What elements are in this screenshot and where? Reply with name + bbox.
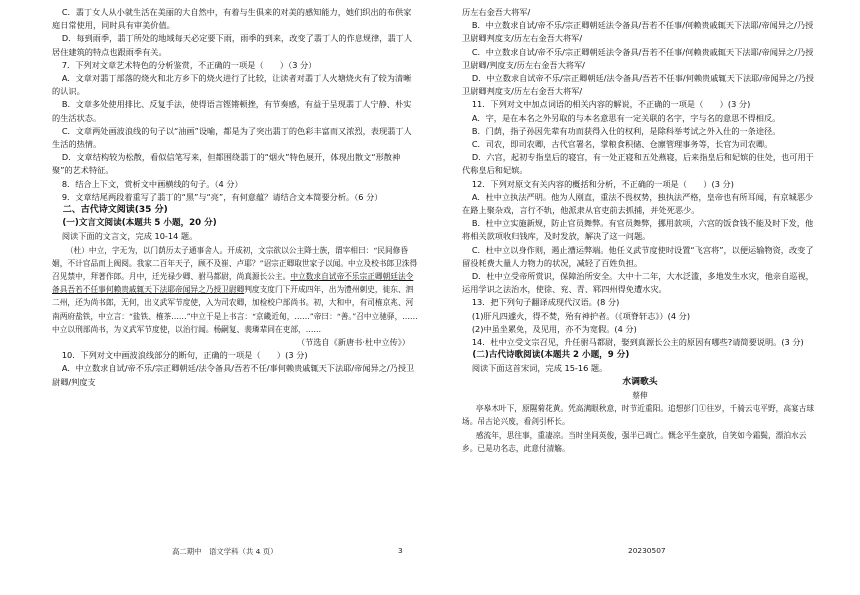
question-12-c: C．杜中立以身作则，遏止漕运弊端。他任义武节度使时设置“飞宫将”，以便运输物资，改变了留役耗费大量人力物力的状况，减轻了百姓负担。 (462, 244, 814, 268)
right-column (462, 6, 818, 455)
reading-instruction: 阅读下面的文言文，完成 10-14 题。 (61, 231, 198, 242)
option-c: C．翡丁女人从小就生活在美丽的大自然中，有着与生俱来的对美的感知能力，她们织出的布供家庭日常使用，同时具有审美价值。 (52, 7, 412, 31)
question-10-c: C．中立数求自试/帝不乐/宗正卿朝廷法令备具/吾若不任事/何赖贵戚辄天下法耶/帝闻异之/乃授卫尉卿/判度支/历左右金吾大将军/ (462, 46, 814, 70)
poem-stanza-2: 感流年，思往事，重凄凉。当时坐间英俊，强半已凋亡。慨念平生豪放，自笑如今霜鬓，漂泊水云乡。已是功名志，此意付清觞。 (462, 430, 807, 453)
question-11-c: C．司农，即司农卿，古代官署名，掌粮食积储、仓廪管理事务等，长官为司农卿。 (471, 139, 773, 150)
question-7-c: C．文章两处画波浪线的句子以“油画”设喻，都是为了突出翡丁的色彩丰富而又浓烈，表现翡丁人生活的热情。 (52, 125, 412, 150)
option-d: D．每到雨季，翡丁所处的地域每天必定要下雨，雨季的到来，改变了翡丁人的作息规律，翡丁人居住建筑的特点也跟雨季有关。 (52, 33, 413, 57)
question-10-a: A．中立数求自试/帝不乐/宗正卿朝廷/法令备具/吾若不任/事何赖贵戚辄天下法耶/帝闻异之/乃授卫尉卿/判度支 (52, 363, 415, 387)
classical-passage (52, 244, 418, 336)
question-12-a: A．杜中立执法严明。他为人刚直，重法不畏权势，独执法严格，皇帝也有所耳闻，有京城恶少在路上聚杂戏，言行不轨，他派隶从官吏前去抓捕，并处死恶少。 (462, 191, 814, 216)
section-heading: 二、古代诗文阅读(35 分) (62, 205, 168, 216)
question-8: 8．结合上下文，赏析文中画横线的句子。（4 分） (61, 178, 243, 189)
passage-part-c: 判度支度门下开成四年，出为澧州刺史，徙东、泗二州，还为尚书郎，无何，出义武军节度使，入为司农卿，加检校户部尚书。初，大和中，有司榷京兆、河南两府盐铁，中立言：“盐铁、榷茶……”中立于是上书言：“京畿近甸，……”帝曰：“善。”召中立驰驿，……中立以刑部尚书，为义武军节度使，以治行闻。杨嗣复、裴璘辈同在吏部，…… (52, 285, 418, 334)
poetry-instruction: 阅读下面这首宋词，完成 15-16 题。 (471, 363, 608, 374)
question-9: 9．文章结尾两段着重写了翡丁的“黑”与“亮”，有何意蕴？请结合文本简要分析。（6 分） (61, 191, 383, 202)
left-column (52, 6, 418, 389)
question-12-d: D．杜中立受帝所赏识，保障治所安全。大中十二年，大水泛滥，多地发生水灾，他亲自巡视，运用学识之法治水，使徐、兖、青、郓四州得免遭水灾。 (462, 271, 814, 295)
question-12: 12．下列对原文有关内容的概括和分析，不正确的一项是（ ）(3 分) (471, 178, 734, 189)
subsection-heading: (一)文言文阅读(本题共 5 小题，20 分) (62, 218, 217, 229)
question-13-2: (2)中虽坐累免，及见用，亦不为宽假。(4 分) (471, 323, 637, 334)
poem-author: 蔡伸 (632, 390, 648, 400)
question-7-a: A．文章对翡丁部落的烧火和北方乡下的烧火进行了比较，让读者对翡丁人火塘烧火有了较为清晰的认识。 (52, 73, 412, 97)
question-7-b: B．文章多处使用排比、反复手法，使得语言铿锵顿挫，有节奏感，有益于呈现翡丁人宁静、朴实的生活状态。 (52, 99, 412, 123)
question-13-1: (1)肝凡四遽火，得不焚，殆有神护者。（《项脊轩志》）(4 分) (471, 310, 691, 321)
question-10-d: D．中立数求自试帝不乐/宗正卿朝廷/法令备具/吾若不任事/何赖贵戚辄天下法耶/帝闻异之/乃授卫尉卿判度支/历左右金吾大将军/ (462, 73, 814, 97)
question-11-a: A．字，是在本名之外另取的与本名意思有一定关联的名字，字与名的意思不得相反。 (471, 112, 781, 123)
exam-date: 20230507 (628, 546, 666, 555)
question-7: 7．下列对文章艺术特色的分析鉴赏，不正确的一项是（ ）（3 分） (61, 59, 317, 70)
passage-wavy-segment: 中立数求自试帝不乐宗正卿朝廷法令备具吾若不任事何赖贵戚辄天下法耶帝闻异之乃授卫尉卿 (52, 272, 414, 295)
subsection-heading-poetry: (二)古代诗歌阅读(本题共 2 小题，9 分) (472, 350, 630, 361)
question-12-b: B．杜中立实施新规，防止官员舞弊。有官员舞弊，挪用款项，六宫的饭食钱不能及时下发，他将相关款项收归钱库，及时发放，解决了这一问题。 (462, 218, 814, 242)
poem-stanza-1: 亭皋木叶下，原隰菊花黄。凭高满眼秋意，时节近重阳。追想彭门①往岁，千骑云屯平野，高宴古球场。吊古论兴废，看剑引杯长。 (462, 404, 815, 427)
question-10-a-continued: 历左右金吾大将军/ (462, 7, 531, 17)
footer-title: 高二期中 语文学科（共 4 页） (172, 547, 278, 556)
question-11-b: B．门荫，指子孙因先辈有功而获得入仕的权利，是除科举考试之外入仕的一条途径。 (471, 125, 781, 136)
question-11-d: D．六宫，起初专指皇后的寝宫，有一处正寝和五处燕寝，后来指皇后和妃嫔的住处，也可用于代称皇后和妃嫔。 (462, 152, 814, 176)
question-11: 11．下列对文中加点词语的相关内容的解说，不正确的一项是（ ）(3 分) (471, 99, 751, 110)
question-10: 10．下列对文中画波浪线部分的断句，正确的一项是（ ）(3 分) (61, 350, 308, 361)
page-number: 3 (398, 546, 403, 555)
question-14: 14．杜中立受文宗召见，升任驸马都尉，娶到真源长公主的原因有哪些?请简要说明。(3 分) (471, 337, 804, 348)
question-13: 13．把下列句子翻译成现代汉语。(8 分) (471, 297, 620, 308)
question-7-d: D．文章结构较为松散，看似信笔写来，但都围绕翡丁的“烟火”特色展开，体现出散文“形散神聚”的艺术特征。 (52, 152, 401, 176)
question-10-b: B．中立数求自试/帝不乐/宗正卿朝廷法令备具/吾若不任事/何赖贵戚辄天下法耶/帝闻异之/乃授卫尉卿判度支/历左右金吾大将军/ (462, 20, 814, 44)
passage-part-a: （杜）中立，字无为，以门荫历太子通事舍人。开成初，文宗欲以公主降士族，谓宰相曰：“民间修昏姻，不计官品而上阀阅。我家二百年天子，顾不及崔、卢耶？”诏宗正卿取世家子以闻。中立及校书郎卫洙得召见禁中，拜著作郎。月中，迁光禄少卿、驸马都尉，尚真源长公主。 (52, 245, 418, 282)
poem-title: 水调歌头 (622, 376, 658, 387)
passage-source: （节选自《新唐书·杜中立传》） (296, 337, 410, 348)
